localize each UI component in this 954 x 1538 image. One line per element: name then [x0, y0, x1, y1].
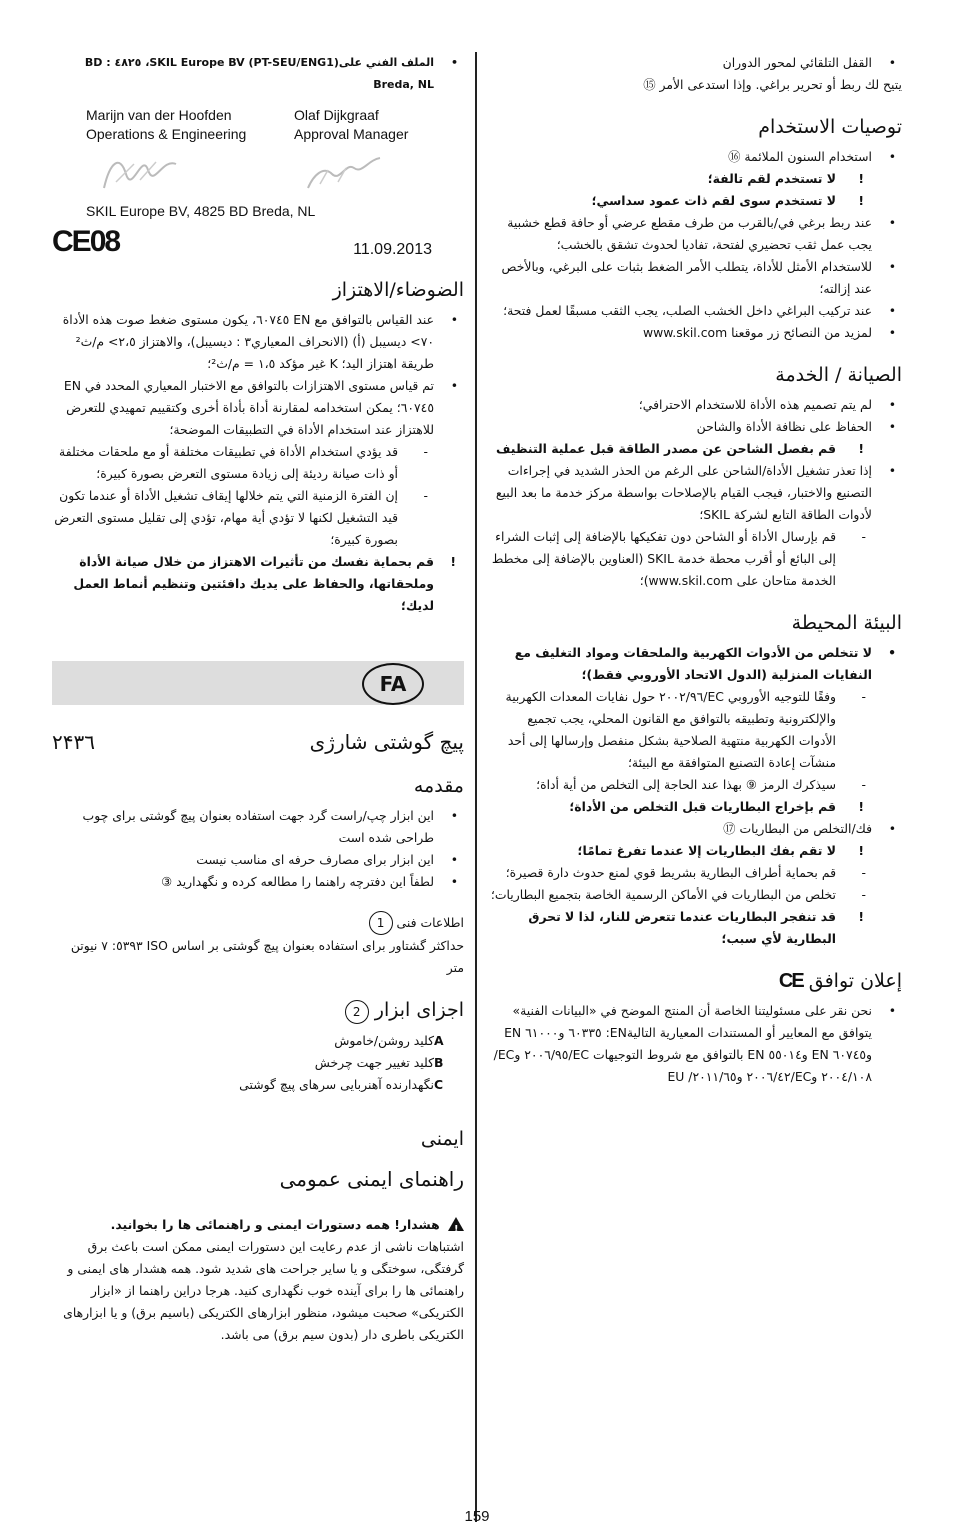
list-item: • این ابزار چپ/راست گرد جهت استفاده بعنوان پیچ گوشتی برای چوب طراحی شده است — [52, 805, 464, 849]
list-item: • استخدام السنون الملائمة ⑯ — [490, 146, 902, 168]
safety-body: اشتباهات ناشی از عدم رعایت این دستورات ایمنی ممکن است باعث برق گرفتگی، سوختگی و یا سایر جراحت های شدید شود. همه هشدار های ایمنی و راهنمائی ها را برای آینده خوب نگهداری کنید. هرجا دراین راهنما از «ابزار الکتریکی» صحبت میشود، منظور ابزارهای الکتریکی (باسیم برق) و یا ابزارهای الکتریکی باطری دار (بدون سیم برق) می باشد. — [63, 1239, 464, 1342]
dash-item: - قم بإرسال الأداة أو الشاحن دون تفكيكها بالإضافة إلى إثبات الشراء إلى البائع أو أقرب محطة خدمة SKIL (العناوين بالإضافة إلى مخطط الخدمة متاحان على www.skil.com)؛ — [490, 526, 902, 592]
ce-mark-icon: CE — [778, 970, 803, 992]
ce-date-row — [52, 225, 464, 259]
warning-item: ! قم بإخراج البطاريات قبل التخلص من الأداة؛ — [490, 796, 902, 818]
dash-item: - تخلص من البطاريات في الأماكن الرسمية الخاصة بتجميع البطاريات؛ — [490, 884, 902, 906]
figure-ref-icon: 2 — [345, 1000, 369, 1024]
warning-item: ! قم بحماية نفسك من تأثيرات الاهتزاز من خلال صيانة الأداة وملحقاتها، والحفاظ على يديك دافئتين وتنظيم أنماط العمل لديك؛ — [52, 551, 464, 617]
signatory-1 — [86, 106, 294, 200]
dash-item: - إن الفترة الزمنية التي يتم خلالها إيقاف تشغيل الأداة أو عندما تكون قيد التشغيل لكنها لا تؤدي أية مهام، تؤدي إلى تقليل مستوى التعرض بصورة كبيرة؛ — [52, 485, 464, 551]
safety-warning-label: هشدار! همه دستورات ایمنی و راهنمائی ها را بخوانید. — [110, 1217, 440, 1232]
maintenance-list — [490, 394, 902, 592]
section-title-usage: توصيات الاستخدام — [758, 116, 902, 138]
signature-scribble-icon — [86, 144, 186, 200]
warning-item: ! لا تستخدم سوى لقم ذات عمود سداسي؛ — [490, 190, 902, 212]
ce-year: 08 — [89, 225, 120, 258]
list-item: • إذا تعذر تشغيل الأداة/الشاحن على الرغم من الحذر الشديد في إجراءات التصنيع والاختبار، فيجب القيام بالإصلاحات بواسطة مركز خدمة ما بعد البيع لأدوات الطاقة التابع لشركة SKIL؛ — [490, 460, 902, 526]
conformity-title: إعلان توافق — [808, 970, 902, 992]
conformity-text: • نحن نقر على مسئوليتنا الخاصة أن المنتج الموضح في «البيانات الفنية» يتوافق مع المعايير أو المستندات المعيارية التاليةEN: ٦٠٣٣٥ و٦١٠٠٠ EN و٦٠٧٤٥ EN و٥٥٠١٤ EN بالتوافق مع شروط التوجيهات EC/٢٠٠٦/٩٥ وEC/٢٠٠٤/١٠٨ وEC/٢٠٠٦/٤٢ و٢٠١١/٦٥/ EU — [490, 1000, 902, 1088]
usage-list — [490, 146, 902, 344]
part-key: B — [434, 1055, 444, 1070]
section-title-intro: مقدمه — [413, 775, 464, 797]
list-item: • لمزيد من النصائح زر موقعنا www.skil.com — [490, 322, 902, 344]
tech-info-text: حداکثر گشتاور برای استفاده بعنوان پیچ گوشتی بر اساس ISO ٥٣٩٣: ٧ نیوتن متر — [70, 938, 464, 975]
product-header — [52, 729, 464, 755]
noise-list — [52, 309, 464, 617]
signatory-name: Marijn van der Hoofden — [86, 107, 232, 123]
safety-warning-row — [52, 1214, 464, 1236]
tech-info-label-row — [52, 911, 464, 935]
parts-title: اجزای ابزار — [374, 999, 464, 1021]
column-divider — [475, 52, 477, 1522]
part-key: C — [434, 1077, 444, 1092]
company-address: SKIL Europe BV, 4825 BD Breda, NL — [86, 203, 316, 219]
list-item: • عند ربط برغي في/بالقرب من طرف مقطع عرضي أو حافة قطع خشبية يجب عمل ثقب تحضيري لفتحة، تفاديا لحدوث تشقق بالخشب؛ — [490, 212, 902, 256]
tech-file-note: • الملف الفني علىSKIL Europe BV (PT-SEU/ENG1)، ٤٨٢٥ BD : Breda, NL — [52, 52, 464, 96]
warning-item: ! لا تستخدم لقم تالفة؛ — [490, 168, 902, 190]
signature-block — [52, 106, 464, 200]
intro-list — [52, 805, 464, 893]
list-item: • القفل التلقائي لمحور الدوران — [490, 52, 902, 74]
list-item: • عند القياس بالتوافق مع EN ٦٠٧٤٥، يكون مستوى ضغط صوت هذه الأداة ٧٠> ديسيبل (أ) (الانحراف المعياري٣ : ديسيبل)، والاهتزاز ٢،٥> م/ث² طريقة اهتزاز اليد؛ K غير مؤكد ١،٥ = م/ث²؛ — [52, 309, 464, 375]
part-row — [52, 1052, 464, 1074]
dash-item: - وفقًا للتوجيه الأوروبي EC/٢٠٠٢/٩٦ حول نفايات المعدات الكهربية والإلكترونية وتطبيقه بالتوافق مع القانون المحلي، يجب تجميع الأدوات الكهربية منتهية الصلاحية بشكل منفصل وإرسالها إلى أحد منشآت إعادة التصنيع المتوافقة مع البيئة؛ — [490, 686, 902, 774]
list-item: • عند تركيب البراغي داخل الخشب الصلب، يجب الثقب مسبقًا لعمل فتحة؛ — [490, 300, 902, 322]
list-item: • للاستخدام الأمثل للأداة، يتطلب الأمر الضغط بثبات على البرغي، وبالأخص عند إزالته؛ — [490, 256, 902, 300]
section-title-noise: الضوضاء/الاهتزاز — [332, 279, 464, 301]
language-badge: FA — [362, 663, 424, 705]
parts-list — [52, 1030, 464, 1096]
list-item: • فك/التخلص من البطاريات ⑰ — [490, 818, 902, 840]
dash-item: - قم بحماية أطراف البطارية بشريط قوي لمنع حدوث دارة قصيرة؛ — [490, 862, 902, 884]
section-title-maintenance: الصيانة / الخدمة — [775, 364, 902, 386]
section-title-safety: ایمنی — [420, 1128, 464, 1150]
page-number: 159 — [464, 1508, 490, 1525]
warning-item: ! قم بفصل الشاحن عن مصدر الطاقة قبل عملية التنظيف — [490, 438, 902, 460]
signatory-name: Olaf Dijkgraaf — [294, 107, 379, 123]
list-item-continued: يتيح لك ربط أو تحرير براغي. وإذا استدعى الأمر ⑮ — [643, 77, 902, 92]
list-item: • لم يتم تصميم هذه الأداة للاستخدام الاحترافي؛ — [490, 394, 902, 416]
figure-ref-icon: 1 — [369, 911, 393, 935]
section-title-parts — [52, 997, 464, 1024]
tech-info — [52, 911, 464, 979]
product-title: پیچ گوشتی شارژی — [309, 730, 464, 754]
list-item: • این ابزار برای مصارف حرفه ای مناسب نیست — [52, 849, 464, 871]
part-row — [52, 1030, 464, 1052]
part-text: نگهدارنده آهنربایی سرهای پیچ گوشتی — [239, 1077, 434, 1092]
dash-item: - قد يؤدي استخدام الأداة في تطبيقات مختلفة أو مع ملحقات مختلفة أو ذات صيانة رديئة إلى زيادة مستوى التعرض بصورة كبيرة؛ — [52, 441, 464, 485]
list-item: • لطفاً این دفترچه راهنما را مطالعه کرده و نگهدارید ③ — [52, 871, 464, 893]
product-code: ۲۴۳٦ — [52, 730, 95, 754]
declaration-date: 11.09.2013 — [353, 241, 432, 258]
signatory-role: Operations & Engineering — [86, 126, 247, 142]
language-bar — [52, 661, 464, 705]
signature-scribble-icon — [294, 144, 394, 200]
environment-list — [490, 642, 902, 950]
warning-item: ! لا تقم بفك البطاريات إلا عندما تفرغ تمامًا؛ — [490, 840, 902, 862]
tech-info-label: اطلاعات فنی — [396, 915, 464, 930]
dash-item: - سيذكرك الرمز ⑨ بهذا عند الحاجة إلى التخلص من أية أداة؛ — [490, 774, 902, 796]
section-subtitle-safety: راهنمای ایمنی عمومی — [279, 1167, 464, 1191]
ce-mark-icon: CE08 — [52, 225, 120, 258]
section-title-environment: البيئة المحيطة — [791, 612, 902, 634]
right-column — [490, 52, 902, 1088]
list-item: • لا تتخلص من الأدوات الكهربية والملحقات ومواد التغليف مع النفايات المنزلية (الدول الاتحاد الأوروبي فقط)؛ — [490, 642, 902, 686]
warning-item: ! قد تنفجر البطاريات عندما تتعرض للنار، لذا لا تحرق البطارية لأي سبب؛ — [490, 906, 902, 950]
signatory-2 — [294, 106, 408, 200]
left-column — [52, 52, 464, 1346]
part-text: کلید روشن/خاموش — [334, 1033, 434, 1048]
warning-triangle-icon — [448, 1217, 464, 1231]
list-item: • الحفاظ على نظافة الأداة والشاحن — [490, 416, 902, 438]
list-item: • تم قياس مستوى الاهتزازات بالتوافق مع الاختبار المعياري المحدد في EN ٦٠٧٤٥؛ يمكن استخدامه لمقارنة أداة بأداة أخرى وكتقييم تمهيدي للتعرض للاهتزاز عند استخدام الأداة في التطبيقات الموضحة؛ — [52, 375, 464, 441]
part-row — [52, 1074, 464, 1096]
section-title-conformity — [490, 968, 902, 994]
part-key: A — [434, 1033, 444, 1048]
part-text: کلید تغییر جهت چرخش — [314, 1055, 434, 1070]
signatory-role: Approval Manager — [294, 126, 409, 142]
